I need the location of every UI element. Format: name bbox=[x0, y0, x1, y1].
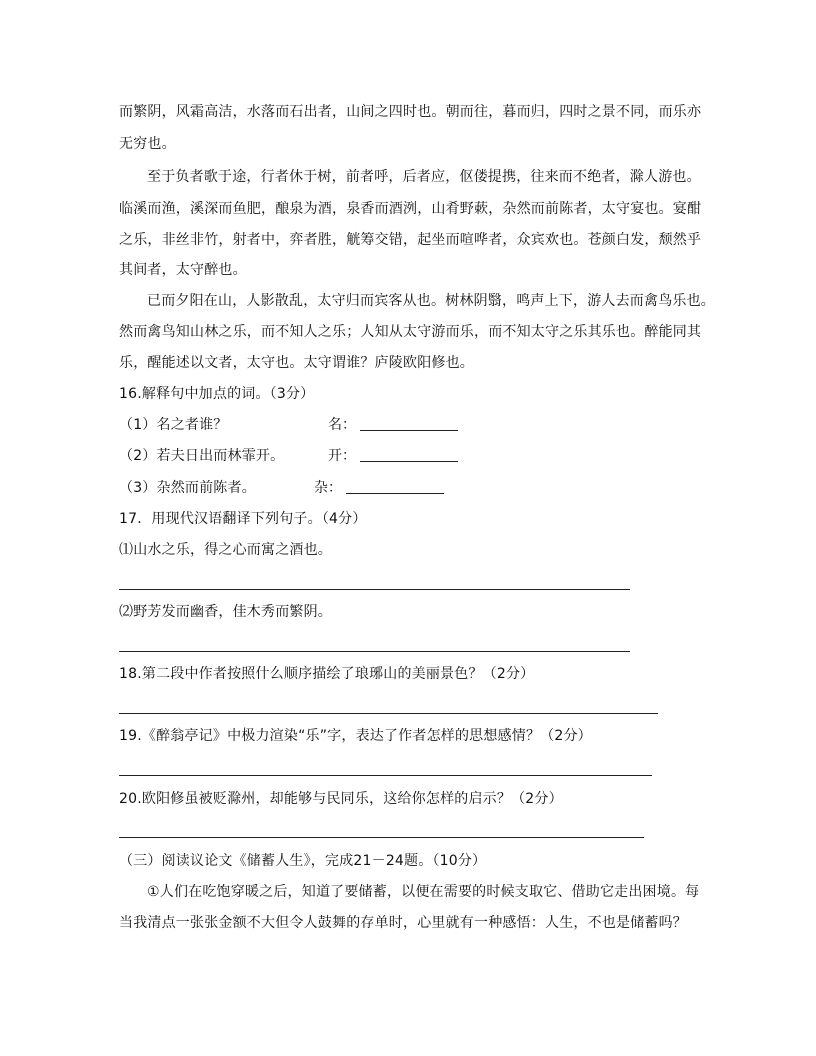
q17-sentence-2: ⑵野芳发而幽香，佳木秀而繁阴。 bbox=[119, 604, 332, 620]
passage-line: 其间者，太守醉也。 bbox=[119, 262, 247, 278]
answer-line[interactable] bbox=[119, 589, 630, 590]
q16-word-2: 开： bbox=[328, 448, 356, 464]
passage-line: 至于负者歌于途，行者休于树，前者呼，后者应，伛偻提携，往来而不绝者，滁人游也。 bbox=[147, 169, 701, 185]
answer-blank[interactable] bbox=[360, 447, 458, 462]
passage-line: 无穷也。 bbox=[119, 136, 176, 152]
q16-answer-2 bbox=[328, 446, 458, 466]
question-16-title: 16.解释句中加点的词。（3分） bbox=[119, 386, 315, 402]
answer-line[interactable] bbox=[119, 651, 630, 652]
q16-item-2: （2）若夫日出而林霏开。 bbox=[119, 448, 285, 464]
q16-item-3: （3）杂然而前陈者。 bbox=[119, 480, 256, 496]
q17-sentence-1: ⑴山水之乐，得之心而寓之酒也。 bbox=[119, 542, 332, 558]
passage-line: 之乐，非丝非竹，射者中，弈者胜，觥筹交错，起坐而喧哗者，众宾欢也。苍颜白发，颓然乎 bbox=[119, 232, 702, 248]
question-19: 19.《醉翁亭记》中极力渲染“乐”字，表达了作者怎样的思想感情？（2分） bbox=[119, 728, 592, 744]
q16-word-3: 杂： bbox=[314, 480, 342, 496]
answer-blank[interactable] bbox=[360, 416, 458, 431]
q16-answer-3 bbox=[314, 478, 444, 498]
answer-line[interactable] bbox=[119, 837, 644, 838]
passage-line: 而繁阴，风霜高洁，水落而石出者，山间之四时也。朝而往，暮而归，四时之景不同，而乐亦 bbox=[119, 104, 702, 120]
section-3-title: （三）阅读议论文《储蓄人生》，完成21－24题。（10分） bbox=[119, 853, 487, 869]
question-17-title: 17．用现代汉语翻译下列句子。（4分） bbox=[119, 511, 367, 527]
passage-line: ①人们在吃饱穿暖之后，知道了要储蓄，以便在需要的时候支取它、借助它走出困境。每 bbox=[147, 884, 700, 900]
answer-line[interactable] bbox=[119, 775, 652, 776]
passage-line: 当我清点一张张金额不大但令人鼓舞的存单时，心里就有一种感悟：人生，不也是储蓄吗？ bbox=[119, 915, 687, 931]
answer-blank[interactable] bbox=[346, 479, 444, 494]
question-18: 18.第二段中作者按照什么顺序描绘了琅琊山的美丽景色？（2分） bbox=[119, 666, 535, 682]
passage-line: 已而夕阳在山，人影散乱，太守归而宾客从也。树林阴翳，鸣声上下，游人去而禽鸟乐也。 bbox=[147, 293, 715, 309]
passage-line: 然而禽鸟知山林之乐，而不知人之乐；人知从太守游而乐，而不知太守之乐其乐也。醉能同其 bbox=[119, 324, 702, 340]
passage-line: 临溪而渔，溪深而鱼肥，酿泉为酒，泉香而酒洌，山肴野蔌，杂然而前陈者，太守宴也。宴酣 bbox=[119, 201, 702, 217]
q16-word-1: 名： bbox=[328, 417, 356, 433]
q16-answer-1 bbox=[328, 415, 458, 435]
q16-item-1: （1）名之者谁？ bbox=[119, 417, 228, 433]
answer-line[interactable] bbox=[119, 713, 658, 714]
passage-line: 乐，醒能述以文者，太守也。太守谓谁？庐陵欧阳修也。 bbox=[119, 355, 474, 371]
question-20: 20.欧阳修虽被贬滁州，却能够与民同乐，这给你怎样的启示？（2分） bbox=[119, 791, 563, 807]
